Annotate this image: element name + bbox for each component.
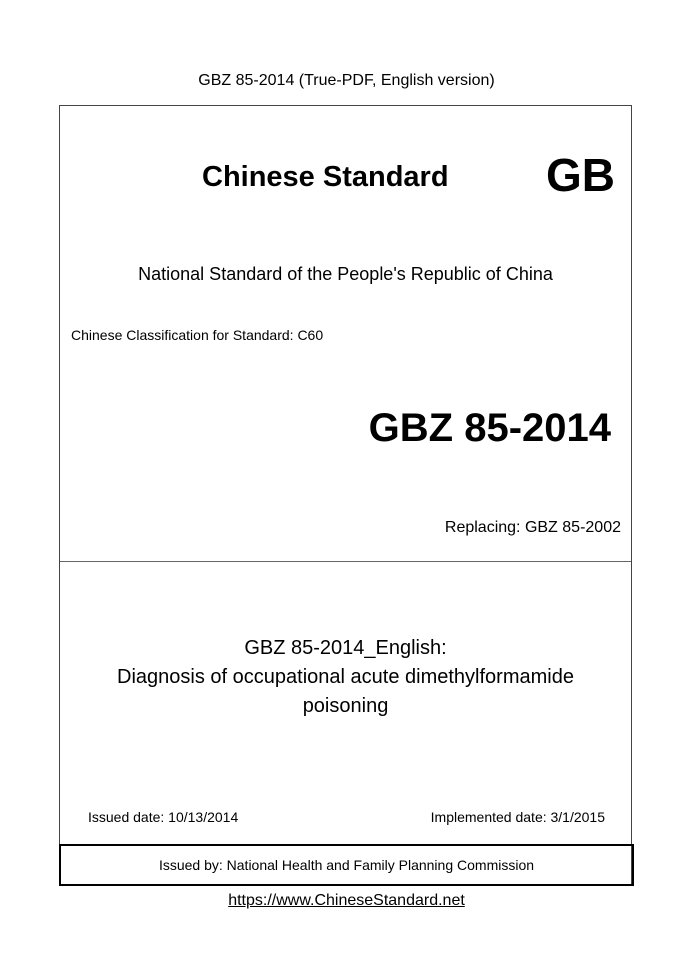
website-link[interactable]: https://www.ChineseStandard.net (228, 892, 465, 909)
cover-middle-section (60, 562, 631, 844)
cover-top-section (60, 106, 631, 562)
national-standard-line: National Standard of the People's Republic of China (138, 264, 553, 284)
document-title (60, 634, 631, 721)
classification-line: Chinese Classification for Standard: C60 (71, 327, 324, 343)
footer (0, 892, 693, 910)
cover-frame (59, 105, 632, 885)
gb-mark: GB (546, 149, 615, 201)
standard-number: GBZ 85-2014 (368, 406, 611, 450)
implemented-date: Implemented date: 3/1/2015 (430, 809, 605, 825)
cover-title: Chinese Standard (202, 161, 449, 193)
issuer-box: Issued by: National Health and Family Planning Commission (59, 844, 634, 886)
document-title-line-2: Diagnosis of occupational acute dimethylformamide (117, 666, 574, 688)
document-title-line-1: GBZ 85-2014_English: (244, 637, 447, 659)
issued-date: Issued date: 10/13/2014 (88, 809, 239, 825)
replacing-line: Replacing: GBZ 85-2002 (444, 519, 621, 536)
page-header: GBZ 85-2014 (True-PDF, English version) (198, 72, 495, 89)
document-title-line-3: poisoning (302, 695, 389, 717)
